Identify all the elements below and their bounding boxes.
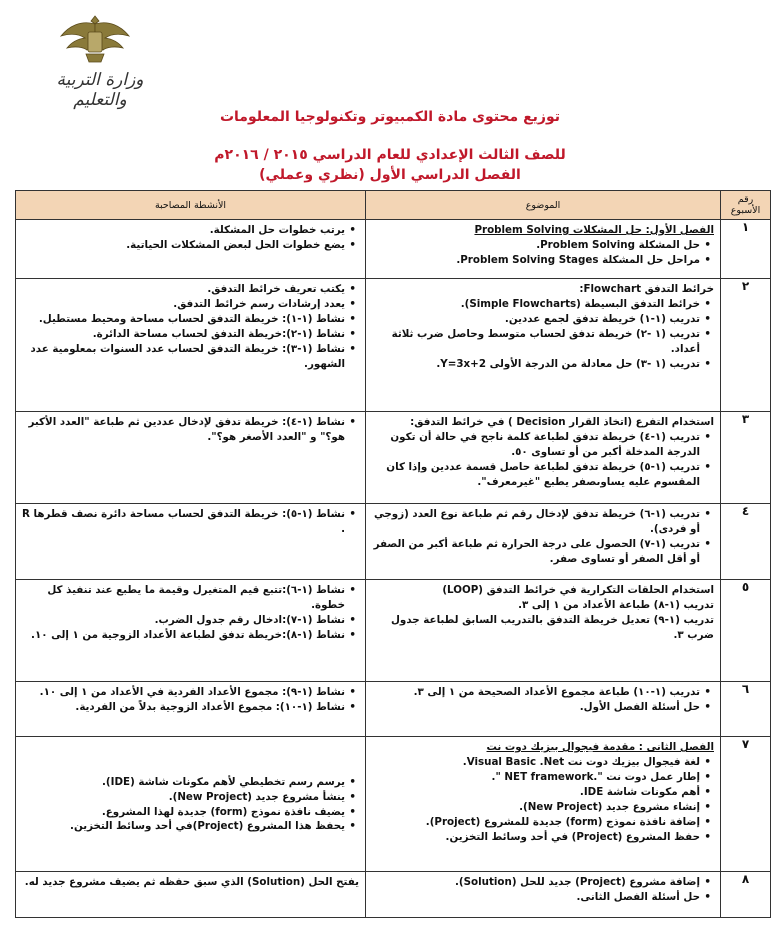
header-week: رقم الأسبوع <box>721 191 771 220</box>
list-item: • تدريب (١-١) خريطة تدفق لجمع عددين. <box>370 312 714 327</box>
topic-cell <box>366 504 721 580</box>
list-item: • نشاط (١-٧):ادخال رقم جدول الضرب. <box>20 613 359 628</box>
list-item: • لغة فيجوال بيزيك دوت نت Visual Basic .Net. <box>370 755 714 770</box>
table-row <box>16 580 771 682</box>
topic-heading: استخدام التفرع (اتخاذ القرار Decision ) في خرائط التدفق: <box>410 416 714 428</box>
list-item: • يضع خطوات الحل لبعض المشكلات الحياتية. <box>20 238 359 253</box>
week-number: ٧ <box>721 737 771 872</box>
eagle-icon <box>61 16 129 62</box>
activities-cell <box>16 412 366 504</box>
list-item: • نشاط (١-٩): مجموع الأعداد الفردية في الأعداد من ١ إلى ١٠. <box>20 685 359 700</box>
list-item: • حل أسئلة الفصل الثانى. <box>370 890 714 905</box>
activities-cell <box>16 504 366 580</box>
list-item: • أهم مكونات شاشة IDE. <box>370 785 714 800</box>
list-item: • نشاط (١-٤): خريطة تدفق لإدخال عددين ثم طباعة "العدد الأكبر هو؟" و "العدد الأصغر هو؟". <box>20 415 359 445</box>
week-number: ١ <box>721 220 771 279</box>
list-item: • يرتب خطوات حل المشكلة. <box>20 223 359 238</box>
list-item: • تدريب (١-٦) خريطة تدفق لإدخال رقم ثم طباعة نوع العدد (زوجي أو فردى). <box>370 507 714 537</box>
activities-cell <box>16 279 366 412</box>
activities-cell <box>16 580 366 682</box>
grade-title: للصف الثالث الإعدادي للعام الدراسي ٢٠١٥ / ٢٠١٦م <box>214 147 566 163</box>
list-item: • يرسم رسم تخطيطي لأهم مكونات شاشة (IDE). <box>20 775 359 790</box>
list-item: • نشاط (١-٦):تتبع قيم المتغيرل وقيمة ما يطبع عند تنفيذ كل خطوة. <box>20 583 359 613</box>
header-topic: الموضوع <box>366 191 721 220</box>
list-item: • حفظ المشروع (Project) في أحد وسائط التخزين. <box>370 830 714 845</box>
activities-cell <box>16 872 366 918</box>
list-item: • يعدد إرشادات رسم خرائط التدفق. <box>20 297 359 312</box>
list-item: • ينشأ مشروع جديد (New Project). <box>20 790 359 805</box>
list-item: • تدريب (١-٥) خريطة تدفق لطباعة حاصل قسمة عددين وإذا كان المقسوم عليه يساوىصفر يطبع "غيرمعرف". <box>370 460 714 490</box>
topic-heading: استخدام الحلقات التكرارية في خرائط التدفق (LOOP) <box>442 584 714 596</box>
topic-cell <box>366 412 721 504</box>
list-item: • نشاط (١-٢):خريطة التدفق لحساب مساحة الدائرة. <box>20 327 359 342</box>
table-row <box>16 682 771 737</box>
topic-heading: الفصل الأول: حل المشكلات Problem Solving <box>474 224 714 236</box>
header-activities: الأنشطة المصاحبة <box>16 191 366 220</box>
list-item: • نشاط (١-٨):خريطة تدفق لطباعة الأعداد الزوجية من ١ إلى ١٠. <box>20 628 359 643</box>
week-number: ٢ <box>721 279 771 412</box>
list-item: • نشاط (١-٥): خريطة التدفق لحساب مساحة دائرة نصف قطرها R . <box>20 507 359 537</box>
activities-cell <box>16 682 366 737</box>
list-item: • تدريب (١-٤) خريطة تدفق لطباعة كلمة ناجح في حالة أن تكون الدرجة المدخلة أكبر من أو تساوى ٥٠. <box>370 430 714 460</box>
list-item: • تدريب (١ -٢) خريطة تدفق لحساب متوسط وحاصل ضرب ثلاثة أعداد. <box>370 327 714 357</box>
ministry-name: وزارة التربية والتعليم <box>56 70 144 110</box>
table-header-row <box>16 191 771 220</box>
content-distribution-table <box>15 190 771 918</box>
topic-cell <box>366 279 721 412</box>
table-row <box>16 279 771 412</box>
list-item: • يكتب تعريف خرائط التدفق. <box>20 282 359 297</box>
topic-cell <box>366 872 721 918</box>
topic-cell <box>366 682 721 737</box>
list-item: • حل أسئلة الفصل الأول. <box>370 700 714 715</box>
topic-cell <box>366 580 721 682</box>
table-row <box>16 872 771 918</box>
list-item: • خرائط التدفق البسيطة (Simple Flowcharts). <box>370 297 714 312</box>
page-title: توزيع محتوى مادة الكمبيوتر وتكنولوجيا المعلومات <box>219 109 560 125</box>
week-number: ٨ <box>721 872 771 918</box>
week-number: ٦ <box>721 682 771 737</box>
topic-heading: خرائط التدفق Flowchart: <box>579 283 714 295</box>
activity-text: يفتح الحل (Solution) الذي سبق حفظه ثم يضيف مشروع جديد له. <box>24 876 359 888</box>
list-item: • يضيف نافذة نموذج (form) جديدة لهذا المشروع. <box>20 805 359 820</box>
list-item: • يحفظ هذا المشروع (Project)في أحد وسائط التخزين. <box>20 819 359 834</box>
list-item: • إضافة مشروع (Project) جديد للحل (Solution). <box>370 875 714 890</box>
week-number: ٥ <box>721 580 771 682</box>
list-item: • تدريب (١ -٣) حل معادلة من الدرجة الأولى Y=3x+2. <box>370 357 714 372</box>
list-item: • إنشاء مشروع جديد (New Project). <box>370 800 714 815</box>
activities-cell <box>16 737 366 872</box>
topic-line: تدريب (١-٨) طباعة الأعداد من ١ إلى ٣. <box>518 598 714 611</box>
list-item: • مراحل حل المشكلة Problem Solving Stages. <box>370 253 714 268</box>
topic-line: تدريب (١-٩) تعديل خريطة التدفق بالتدريب السابق لطباعة جدول ضرب ٣. <box>391 613 714 641</box>
list-item: • تدريب (١-٧) الحصول على درجة الحرارة ثم طباعة أكبر من الصفر أو أقل الصفر أو تساوى صفر. <box>370 537 714 567</box>
list-item: • إضافة نافذة نموذج (form) جديدة للمشروع (Project). <box>370 815 714 830</box>
list-item: • نشاط (١-١٠): مجموع الأعداد الزوجية بدلاً من الفردية. <box>20 700 359 715</box>
topic-heading: الفصل الثانى : مقدمة فيجوال بيزيك دوت نت <box>486 741 714 753</box>
list-item: • نشاط (١-٣): خريطة التدفق لحساب عدد السنوات بمعلومية عدد الشهور. <box>20 342 359 372</box>
table-row <box>16 412 771 504</box>
activities-cell <box>16 220 366 279</box>
week-number: ٤ <box>721 504 771 580</box>
table-row <box>16 504 771 580</box>
list-item: • تدريب (١-١٠) طباعة مجموع الأعداد الصحيحة من ١ إلى ٣. <box>370 685 714 700</box>
list-item: • إطار عمل دوت نت ".NET framework ". <box>370 770 714 785</box>
week-number: ٣ <box>721 412 771 504</box>
table-row <box>16 737 771 872</box>
table-row <box>16 220 771 279</box>
topic-cell <box>366 220 721 279</box>
term-title: الفصل الدراسي الأول (نظري وعملي) <box>259 167 521 183</box>
list-item: • حل المشكلة Problem Solving. <box>370 238 714 253</box>
topic-cell <box>366 737 721 872</box>
list-item: • نشاط (١-١): خريطة التدفق لحساب مساحة ومحيط مستطيل. <box>20 312 359 327</box>
